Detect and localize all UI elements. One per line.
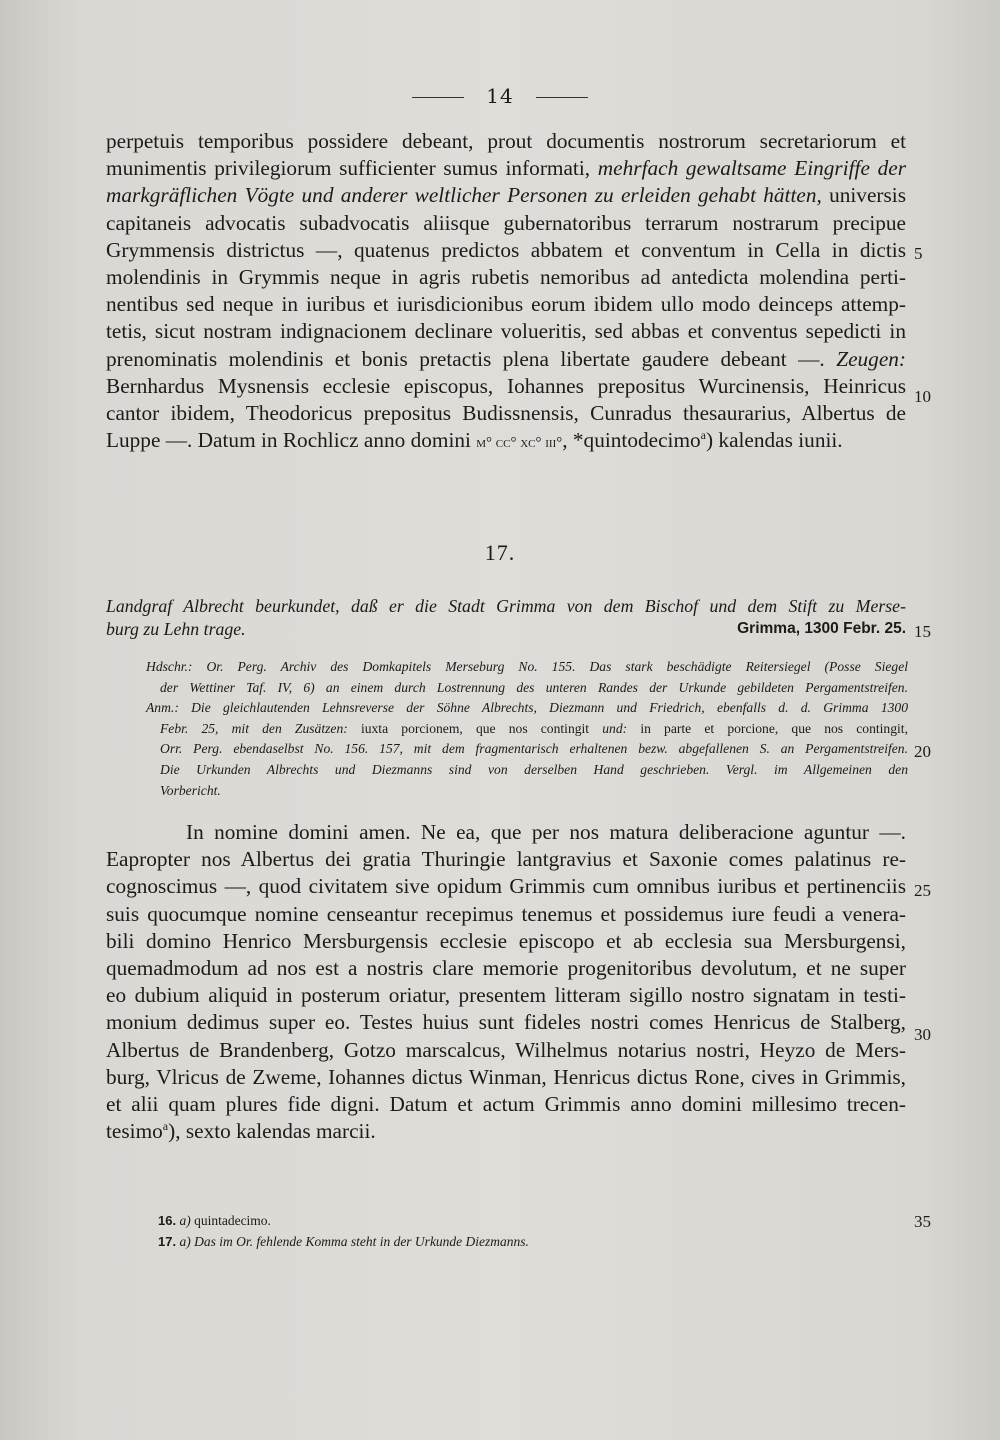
- text-line: molendinis in Grymmis neque in agris rubetis nemoribus ad antedicta molendina perti-: [106, 265, 906, 290]
- text-line: Albertus de Brandenberg, Gotzo marscalcus, Wilhelmus notarius nostri, Heyzo de Mers-: [106, 1037, 906, 1062]
- text-line: Eapropter nos Albertus dei gratia Thuringie lantgravius et Saxonie comes palatinus re-: [106, 847, 906, 872]
- text-line: cognoscimus —, quod civitatem sive opidum Grimmis cum omnibus iuribus et pertinenciis: [106, 874, 906, 899]
- source-notes: [146, 657, 908, 801]
- text-line: prenominatis molendinis et bonis pretactis plena libertate gaudere debeant —. Zeugen:: [106, 346, 907, 371]
- text-line: et alii quam plures fide digni. Datum et actum Grimmis anno domini millesimo trecen-: [106, 1092, 906, 1117]
- doc16-text: [106, 128, 906, 457]
- note-line: Febr. 25, mit den Zusätzen: iuxta porcionem, que nos contingit und: in parte et porcione, que nos contingit,: [160, 720, 908, 736]
- line-number: 30: [914, 1025, 931, 1044]
- document-regest: [106, 595, 906, 640]
- note-line: Die Urkunden Albrechts und Diezmanns sind von derselben Hand geschrieben. Vergl. im Allgemeinen den: [160, 761, 908, 777]
- note-line: Anm.: Die gleichlautenden Lehnsreverse der Söhne Albrechts, Diezmann und Friedrich, ebenfalls d. d. Grimma 1300: [146, 700, 908, 716]
- line-number: 15: [914, 622, 931, 641]
- line-number: 20: [914, 742, 931, 761]
- text-line: monium dedimus super eo. Testes huius sunt fideles nostri comes Henricus de Stalberg,: [106, 1010, 906, 1035]
- page-number: 14: [486, 84, 514, 108]
- footnote: 17. a) Das im Or. fehlende Komma steht in der Urkunde Diezmanns.: [158, 1234, 529, 1249]
- header-rule-right: [536, 97, 588, 98]
- footnote: 16. a) quintadecimo.: [158, 1213, 271, 1228]
- text-line: munimentis privilegiorum sufficienter sumus informati, mehrfach gewaltsame Eingriffe der: [106, 156, 906, 181]
- regest-line: burg zu Lehn trage. Grimma, 1300 Febr. 25.: [106, 618, 906, 639]
- text-line: capitaneis advocatis subadvocatis aliisque gubernatoribus terrarum nostrarum precipue: [106, 210, 906, 235]
- text-line: eo dubium aliquid in posterum oriatur, presentem litteram sigillo nostro signatam in testi-: [106, 983, 906, 1008]
- text-line: In nomine domini amen. Ne ea, que per nos matura deliberacione aguntur —.: [186, 820, 906, 844]
- text-line: tesimo$^a$), sexto kalendas marcii.: [106, 1119, 376, 1144]
- header-rule-left: [412, 97, 464, 98]
- text-line: perpetuis temporibus possidere debeant, prout documentis nostrorum secretariorum et: [106, 129, 906, 153]
- text-line: suis quocumque nomine censeantur recepimus tenemus et possidemus iure feudi a venera-: [106, 901, 906, 926]
- line-number: 5: [914, 244, 923, 263]
- document-number: 17.: [484, 540, 516, 565]
- regest-line: Landgraf Albrecht beurkundet, daß er die Stadt Grimma von dem Bischof und dem Stift zu Merse-: [106, 596, 906, 616]
- text-line: Luppe —. Datum in Rochlicz anno domini m° cc° xc° iii°, *quintodecimo$^a$) kalendas iunii.: [106, 428, 843, 453]
- footnotes: [158, 1210, 898, 1252]
- text-line: markgräflichen Vögte und anderer weltlicher Personen zu erleiden gehabt hätten, universis: [106, 183, 906, 208]
- text-line: burg, Vlricus de Zweme, Iohannes dictus Winman, Henricus dictus Rone, cives in Grimmis,: [106, 1064, 906, 1089]
- text-line: nentibus sed neque in iuribus et iurisdicionibus eorum ibidem ullo modo deinceps attemp-: [106, 292, 906, 317]
- text-line: bili domino Henrico Mersburgensis ecclesie episcopo et ab ecclesia sua Mersburgensi,: [106, 928, 906, 953]
- text-line: Bernhardus Mysnensis ecclesie episcopus, Iohannes prepositus Wurcinensis, Heinricus: [106, 373, 906, 398]
- text-line: cantor ibidem, Theodoricus prepositus Budissnensis, Cunradus thesaurarius, Albertus de: [106, 401, 906, 426]
- document-date: Grimma, 1300 Febr. 25.: [737, 619, 906, 637]
- page-header: [0, 84, 1000, 108]
- text-line: tetis, sicut nostram indignacionem declinare volueritis, sed abbas et conventus sepedicti in: [106, 319, 906, 344]
- text-line: Grymmensis districtus —, quatenus predictos abbatem et conventum in Cella in dictis: [106, 237, 906, 262]
- note-line: Vorbericht.: [160, 782, 221, 798]
- line-number: 10: [914, 387, 931, 406]
- text-line: quemadmodum ad nos est a nostris clare memorie progenitoribus devolutum, et ne super: [106, 956, 906, 981]
- note-line: der Wettiner Taf. IV, 6) an einem durch Lostrennung des unteren Randes der Urkunde gebildeten Pergamentstreifen.: [160, 679, 908, 695]
- line-number: 25: [914, 881, 931, 900]
- doc17-text: [106, 819, 906, 1145]
- line-number: 35: [914, 1212, 931, 1231]
- note-line: Orr. Perg. ebendaselbst No. 156. 157, mit dem fragmentarisch erhaltenen bezw. abgefallenen S. an Pergamentstreifen.: [160, 741, 908, 757]
- note-line: Hdschr.: Or. Perg. Archiv des Domkapitels Merseburg No. 155. Das stark beschädigte Reitersiegel (Posse Siegel: [146, 659, 908, 674]
